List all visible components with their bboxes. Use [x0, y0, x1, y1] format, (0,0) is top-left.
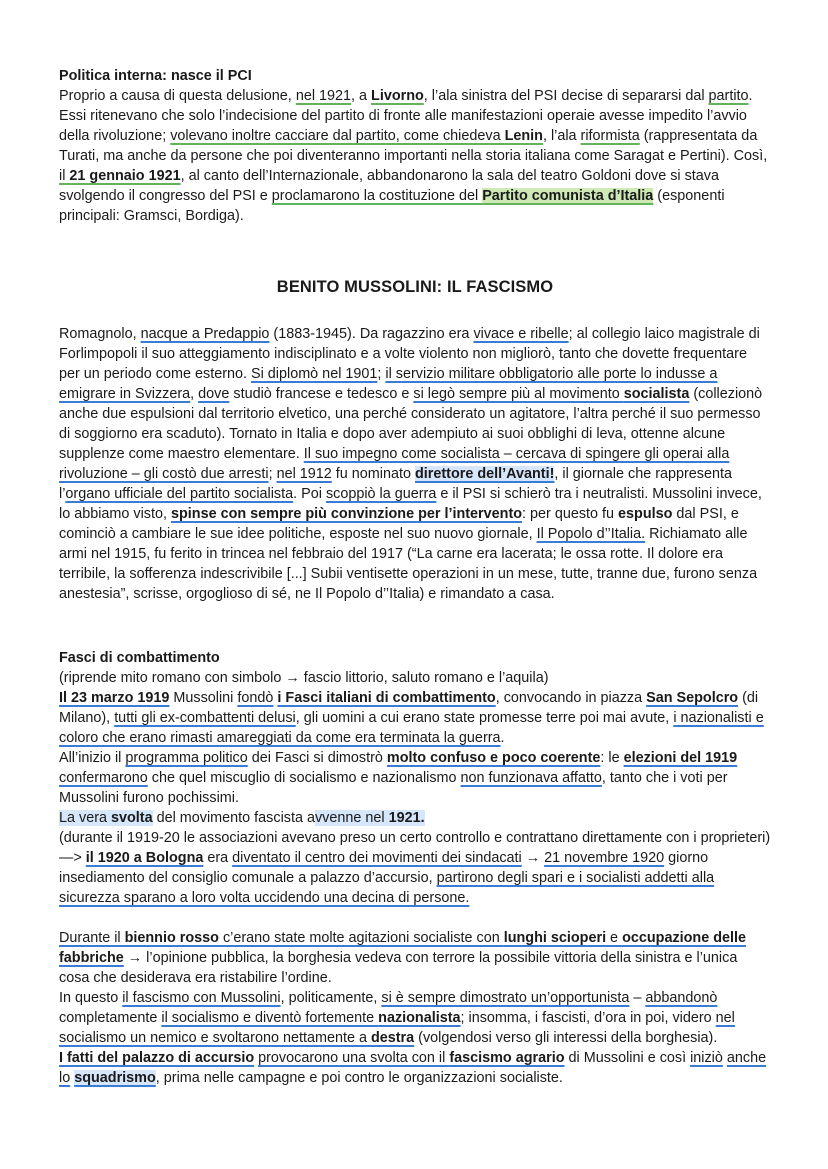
paragraph-fasci-line [59, 828, 771, 908]
text-run: nel socialismo un nemico e svoltarono nettamente a [59, 1010, 735, 1046]
text-run: , convocando in piazza [495, 690, 647, 706]
text-run: : per questo fu [522, 506, 619, 522]
text-run: (1883-1945). Da ragazzino era [269, 326, 474, 342]
text-run: il [59, 168, 70, 184]
text-run: 21 novembre 1920 [544, 850, 665, 866]
text-run: biennio rosso [124, 930, 219, 946]
text-run: I fatti del palazzo di accursio [59, 1050, 255, 1066]
text-run: si è sempre dimostrato un’opportunista [381, 990, 630, 1006]
text-run: partirono degli spari e i socialisti addetti alla sicurezza sparano a loro volta uccidendo una decina di persone. [59, 870, 715, 906]
text-run: Proprio a causa di questa delusione, [59, 88, 296, 104]
text-run: Partito comunista d’Italia [482, 188, 654, 204]
text-run: non funzionava affatto [460, 770, 602, 786]
text-run: il 1920 a Bologna [85, 850, 204, 866]
text-run: , gli uomini a cui erano state promesse terre poi mai avute, [295, 710, 674, 726]
text-run: , l’ala sinistra del PSI decise di separarsi dal [423, 88, 709, 104]
text-run: i nazionalisti e coloro che erano rimasti amareggiati da come era terminata la guerra [59, 710, 764, 746]
text-run: , [190, 386, 199, 402]
paragraph-fasci-line [59, 808, 771, 828]
text-run: Romagnolo, [59, 326, 141, 342]
paragraph-mussolini [59, 324, 771, 604]
text-run: anche lo [59, 1050, 767, 1086]
text-run: (rappresentata da Turati, ma anche da persone che poi diventeranno importanti nella storia italiana come Saragat e Pertini). Così, [59, 128, 768, 164]
paragraph-fasci-line [59, 668, 771, 688]
text-run: ; al collegio laico magistrale di Forlimpopoli il suo atteggiamento indisciplinato e a volte violento non migliorò, tanto che dovette frequentare per un periodo come esterno. [59, 326, 760, 382]
text-run: e il PSI si schierò tra i neutralisti. Mussolini invece, lo abbiamo visto, [59, 486, 762, 522]
text-run: organo ufficiale del partito socialista [65, 486, 294, 502]
text-run: dei Fasci si dimostrò [247, 750, 387, 766]
text-run: dal PSI, e cominciò a cambiare le sue idee politiche, esposte nel suo nuovo giornale, [59, 506, 739, 542]
text-run: espulso [618, 506, 673, 522]
text-run: il socialismo e diventò fortemente [161, 1010, 379, 1026]
text-run: nel 1912 [276, 466, 332, 482]
paragraph-biennio-line [59, 988, 771, 1048]
text-run: partito [708, 88, 749, 104]
text-run: (volgendosi verso gli interessi della borghesia). [414, 1030, 718, 1046]
text-run: (esponenti principali: Gramsci, Bordiga). [59, 188, 725, 224]
text-run: → l’opinione pubblica, la borghesia vedeva con terrore la possibile vittoria della sinistra e l’unica cosa che desiderava era ristabilire l’ordine. [59, 950, 738, 986]
text-run: destra [370, 1030, 415, 1046]
text-run: → [521, 850, 545, 866]
text-run: nel 1921 [295, 88, 352, 104]
text-run: nazionalista [378, 1010, 461, 1026]
text-run: Il 23 marzo 1919 [59, 690, 170, 706]
text-run: c’erano state molte agitazioni socialiste con [218, 930, 504, 946]
text-run: vvenne nel [314, 810, 389, 826]
text-run: studiò francese e tedesco e [229, 386, 414, 402]
text-run: Richiamato alle armi nel 1915, fu ferito in trincea nel febbraio del 1917 (“La carne era lacerata; le ossa rotte. Il dolore era terribile, la sofferenza indescrivibile [...] Subii ventisette operazioni in un mese, tutte, tranne due, furono senza anestesia”, scrisse, orgoglioso di sé, ne Il Popolo d’’Italia) e rimandato a casa. [59, 526, 758, 602]
text-run: molto confuso e poco coerente [386, 750, 601, 766]
section-heading-fasci: Fasci di combattimento [59, 650, 220, 666]
paragraph-fasci-line [59, 688, 771, 748]
text-run: , tanto che i voti per Mussolini furono pochissimi. [59, 770, 728, 806]
text-run: provocarono una svolta con il [258, 1050, 450, 1066]
text-run: programma politico [125, 750, 248, 766]
text-run: ; [377, 366, 386, 382]
text-run: ; insomma, i fascisti, d’ora in poi, videro [460, 1010, 716, 1026]
text-run: di Mussolini e così [564, 1050, 691, 1066]
page-title: BENITO MUSSOLINI: IL FASCISMO [276, 278, 554, 296]
text-run: , a [351, 88, 372, 104]
text-run: direttore dell’Avanti! [415, 466, 555, 482]
text-run: La vera [59, 810, 111, 826]
text-run: i Fasci italiani di combattimento [277, 690, 496, 706]
text-run: tutti gli ex-combattenti delusi [114, 710, 296, 726]
text-run: In questo [59, 990, 123, 1006]
text-run: . Essi ritenevano che solo l’indecisione del partito di fronte alle manifestazioni operaie avesse impedito l’avvio della rivoluzione; [59, 88, 753, 144]
text-run: iniziò [690, 1050, 723, 1066]
text-run: del movimento fascista a [152, 810, 315, 826]
text-run: lunghi scioperi [503, 930, 607, 946]
text-run: (riprende mito romano con simbolo → fascio littorio, saluto romano e l’aquila) [59, 670, 549, 686]
text-run: completamente [59, 1010, 162, 1026]
text-run: , l’ala [542, 128, 581, 144]
text-run: Livorno [371, 88, 424, 104]
text-run: , politicamente, [280, 990, 382, 1006]
text-run: Il suo impegno come socialista – cercava di spingere gli operai alla rivoluzione – gli costò due arresti [59, 446, 730, 482]
text-run: squadrismo [74, 1070, 156, 1086]
text-run: riformista [580, 128, 640, 144]
paragraph-biennio-line [59, 1048, 771, 1088]
paragraph-pci [59, 86, 771, 226]
text-run: (durante il 1919-20 le associazioni avevano preso un certo controllo e contrattano direttamente con i proprieteri) —> [59, 830, 771, 866]
text-run: 1921. [388, 810, 425, 826]
text-run: confermarono [59, 770, 148, 786]
text-run: Durante il [59, 930, 125, 946]
text-run: il fascismo con Mussolini [122, 990, 281, 1006]
text-run: che quel miscuglio di socialismo e nazionalismo [147, 770, 461, 786]
text-run: vivace e ribelle [473, 326, 569, 342]
text-run: All’inizio il [59, 750, 126, 766]
text-run: abbandonò [645, 990, 718, 1006]
text-run: diventato il centro dei movimenti dei sindacati [232, 850, 522, 866]
text-run: fondò [237, 690, 274, 706]
text-run: Mussolini [169, 690, 238, 706]
paragraph-biennio-line [59, 928, 771, 988]
text-run: e [606, 930, 623, 946]
text-run: San Sepolcro [646, 690, 739, 706]
text-run: socialista [623, 386, 690, 402]
text-run: . Poi [293, 486, 326, 502]
text-run: si legò sempre più al movimento [413, 386, 624, 402]
text-run: occupazione delle fabbriche [59, 930, 747, 966]
text-run: spinse con sempre più convinzione per l’intervento [170, 506, 523, 522]
section-heading-pci: Politica interna: nasce il PCI [59, 68, 252, 84]
text-run: Si diplomò nel 1901 [251, 366, 378, 382]
document-page [59, 66, 771, 1088]
text-run: proclamarono la costituzione del [271, 188, 483, 204]
text-run: Lenin [504, 128, 543, 144]
text-run: dove [198, 386, 230, 402]
text-run: (di Milano), [59, 690, 759, 726]
text-run: volevano inoltre cacciare dal partito, come chiedeva [170, 128, 505, 144]
text-run: svolta [111, 810, 153, 826]
text-run: , al canto dell’Internazionale, abbandonarono la sala del teatro Goldoni dove si stava svolgendo il congresso del PSI e [59, 168, 720, 204]
text-run: nacque a Predappio [140, 326, 270, 342]
text-run: 21 gennaio 1921 [69, 168, 181, 184]
text-run: elezioni del 1919 [623, 750, 738, 766]
text-run: – [629, 990, 646, 1006]
text-run: fascismo agrario [449, 1050, 565, 1066]
text-run: scoppiò la guerra [325, 486, 437, 502]
text-run: (collezionò anche due espulsioni dal territorio elvetico, una perché considerato un agitatore, l’altra perché il suo permesso di soggiorno era scaduto). Tornato in Italia e dopo aver adempiuto ai suoi obblighi di leva, ottenne alcune supplenze come maestro elementare. [59, 386, 763, 462]
text-run: giorno insediamento del consiglio comunale a palazzo d’accursio, [59, 850, 709, 886]
text-run: ; [268, 466, 277, 482]
text-run: il servizio militare obbligatorio alle porte lo indusse a emigrare in Svizzera [59, 366, 718, 402]
text-run: , il giornale che rappresenta l’ [59, 466, 732, 502]
text-run: . [500, 730, 505, 746]
text-run: , prima nelle campagne e poi contro le organizzazioni socialiste. [155, 1070, 563, 1086]
text-run: : le [600, 750, 624, 766]
text-run: Il Popolo d’’Italia. [536, 526, 646, 542]
text-run: era [203, 850, 233, 866]
text-run: fu nominato [331, 466, 415, 482]
paragraph-fasci-line [59, 748, 771, 808]
